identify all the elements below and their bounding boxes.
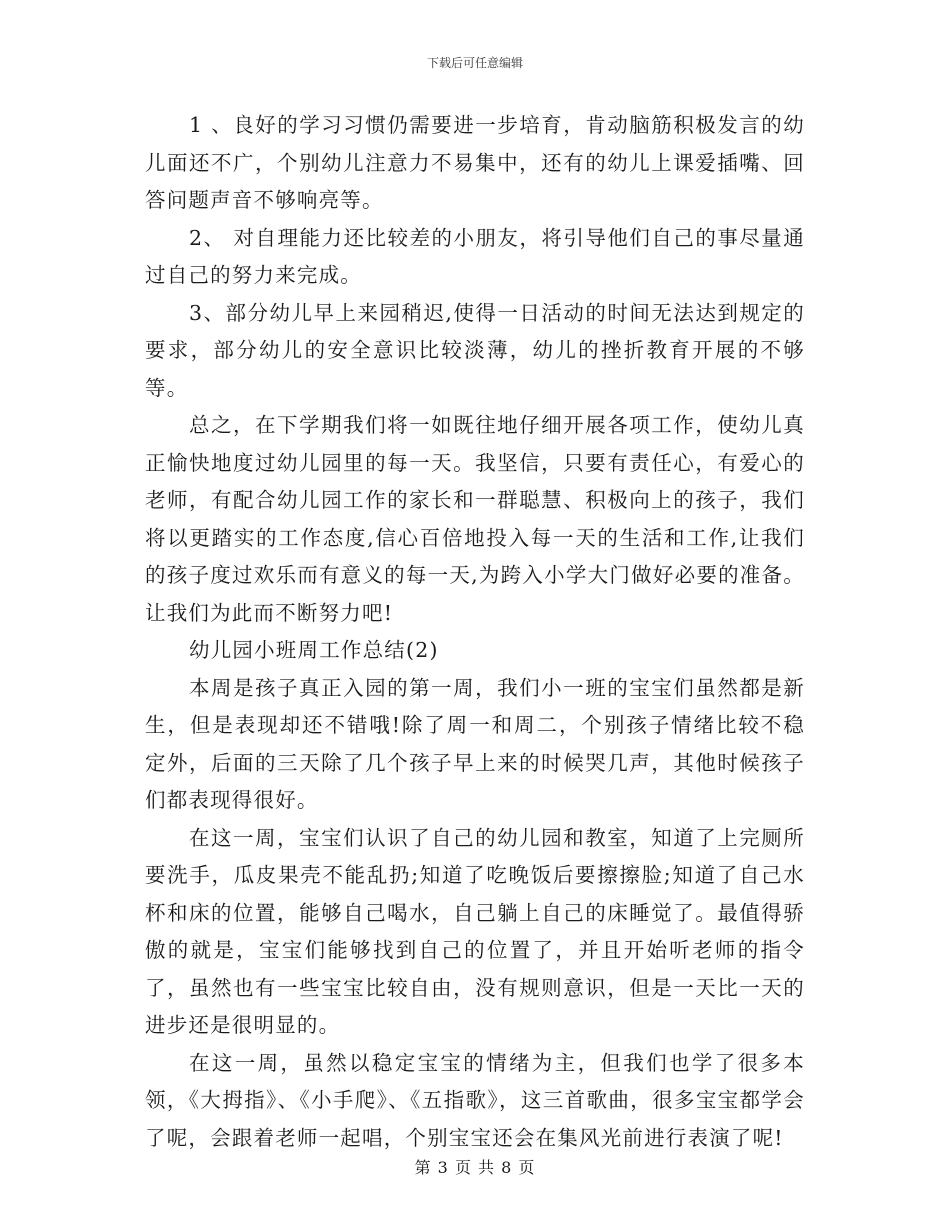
section-title: 幼儿园小班周工作总结(2): [189, 638, 439, 662]
page-header: 下载后可任意编辑: [426, 56, 523, 70]
paragraph-2: 2、 对自理能力还比较差的小朋友，将引导他们自己的事尽量通过自己的努力来完成。: [145, 225, 805, 287]
paragraph-conclusion: 总之，在下学期我们将一如既往地仔细开展各项工作，使幼儿真正愉快地度过幼儿园里的每一天。我坚信，只要有责任心，有爱心的老师，有配合幼儿园工作的家长和一群聪慧、积极向上的孩子，我们将以更踏实的工作态度,信心百倍地投入每一天的生活和工作,让我们的孩子度过欢乐而有意义的每一天,为跨入小学大门做好必要的准备。让我们为此而不断努力吧!: [145, 413, 805, 625]
paragraph-1: 1 、良好的学习习惯仍需要进一步培育，肯动脑筋积极发言的幼儿面还不广，个别幼儿注意力不易集中，还有的幼儿上课爱插嘴、回答问题声音不够响亮等。: [145, 113, 805, 212]
page-number: 第 3 页 共 8 页: [414, 1158, 536, 1177]
paragraph-3: 3、部分幼儿早上来园稍迟,使得一日活动的时间无法达到规定的要求，部分幼儿的安全意识比较淡薄，幼儿的挫折教育开展的不够等。: [145, 300, 805, 400]
paragraph-week-habits: 在这一周，宝宝们认识了自己的幼儿园和教室，知道了上完厕所要洗手，瓜皮果壳不能乱扔;知道了吃晚饭后要擦擦脸;知道了自己水杯和床的位置，能够自己喝水，自己躺上自己的床睡觉了。最值得骄傲的就是，宝宝们能够找到自己的位置了，并且开始听老师的指令了，虽然也有一些宝宝比较自由，没有规则意识，但是一天比一天的进步还是很明显的。: [145, 825, 805, 1037]
document-body: [145, 107, 805, 1157]
paragraph-week-songs: 在这一周，虽然以稳定宝宝的情绪为主，但我们也学了很多本领，《大拇指》、《小手爬》、《五指歌》，这三首歌曲，很多宝宝都学会了呢，会跟着老师一起唱，个别宝宝还会在集风光前进行表演了呢!: [145, 1050, 805, 1150]
paragraph-week-intro: 本周是孩子真正入园的第一周，我们小一班的宝宝们虽然都是新生，但是表现却还不错哦!除了周一和周二，个别孩子情绪比较不稳定外，后面的三天除了几个孩子早上来的时候哭几声，其他时候孩子们都表现得很好。: [145, 675, 805, 812]
